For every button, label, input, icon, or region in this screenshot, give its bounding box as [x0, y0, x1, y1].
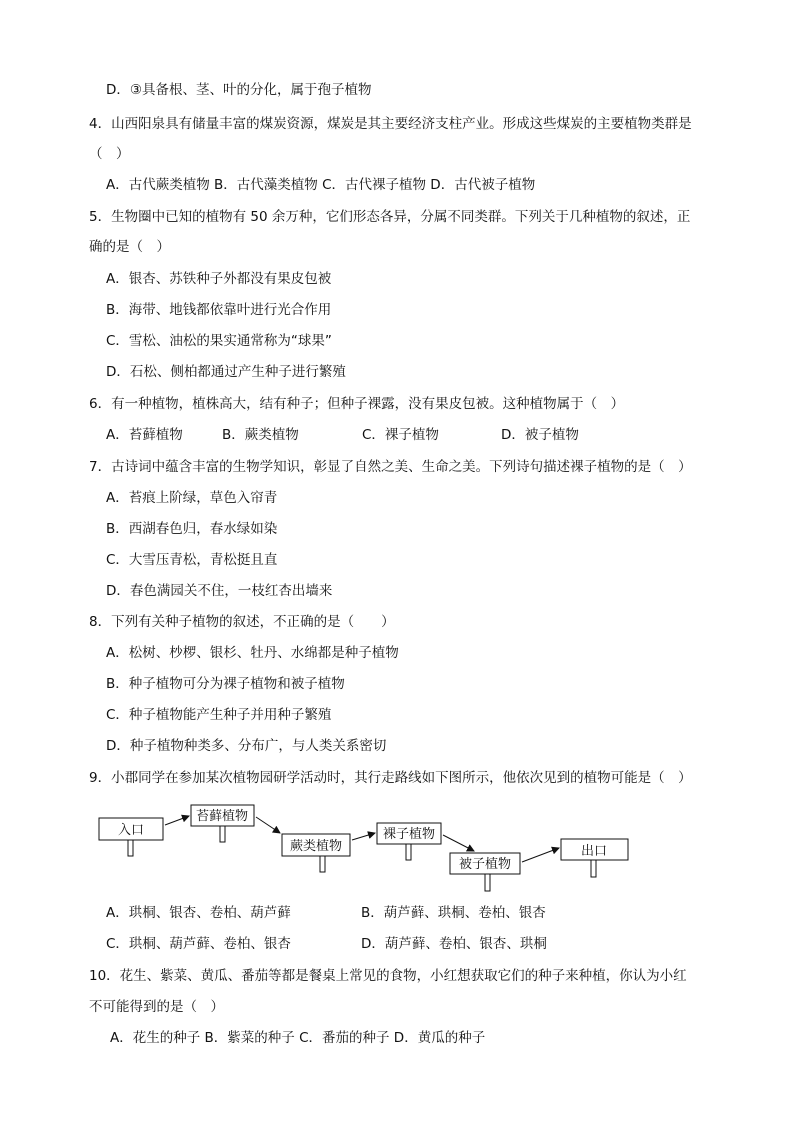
q6-stem: 6．有一种植物，植株高大，结有种子；但种子裸露，没有果皮包被。这种植物属于（ ） [89, 396, 625, 412]
q8-option-a: A．松树、杪椤、银杉、牡丹、水绵都是种子植物 [106, 645, 399, 661]
q8-stem: 8．下列有关种子植物的叙述，不正确的是（ ） [89, 614, 395, 630]
q7-option-c: C．大雪压青松，青松挺且直 [106, 552, 278, 568]
q10-stem-line1: 10．花生、紫菜、黄瓜、番茄等都是餐桌上常见的食物，小红想获取它们的种子来种植，你认为小红 [89, 968, 687, 984]
q9-stem: 9．小郡同学在参加某次植物园研学活动时，其行走路线如下图所示，他依次见到的植物可能是（ ） [89, 770, 692, 786]
entrance-label: 入口 [117, 823, 145, 838]
route-diagram [0, 795, 794, 905]
q9-option-c: C．珙桐、葫芦藓、卷柏、银杏 [106, 936, 291, 952]
q5-stem-line2: 确的是（ ） [89, 239, 170, 255]
q8-option-d: D．种子植物种类多、分布广，与人类关系密切 [106, 738, 387, 754]
q6-option-c: C．裸子植物 [362, 427, 439, 443]
q7-stem: 7．古诗词中蕴含丰富的生物学知识，彰显了自然之美、生命之美。下列诗句描述裸子植物的是（ ） [89, 459, 692, 475]
q5-option-c: C．雪松、油松的果实通常称为“球果” [106, 333, 332, 349]
q7-option-d: D．春色满园关不住，一枝红杏出墙来 [106, 583, 333, 599]
q6-option-a: A．苔藓植物 [106, 427, 183, 443]
q10-options: A．花生的种子 B．紫菜的种子 C．番茄的种子 D．黄瓜的种子 [110, 1030, 486, 1046]
q4-options: A．古代蕨类植物 B．古代藻类植物 C．古代裸子植物 D．古代被子植物 [106, 177, 536, 193]
moss-label: 苔藓植物 [195, 809, 249, 824]
q5-option-b: B．海带、地钱都依靠叶进行光合作用 [106, 302, 332, 318]
q7-option-b: B．西湖春色归，春水绿如染 [106, 521, 278, 537]
q5-option-d: D．石松、侧柏都通过产生种子进行繁殖 [106, 364, 346, 380]
gymnosperm-label: 裸子植物 [382, 827, 436, 842]
q4-stem-line1: 4．山西阳泉具有储量丰富的煤炭资源，煤炭是其主要经济支柱产业。形成这些煤炭的主要植物类群是 [89, 116, 692, 132]
q5-stem-line1: 5．生物圈中已知的植物有 50 余万种，它们形态各异，分属不同类群。下列关于几种植物的叙述，正 [89, 209, 691, 225]
exit-label: 出口 [580, 844, 608, 859]
q6-option-b: B．蕨类植物 [222, 427, 299, 443]
q10-stem-line2: 不可能得到的是（ ） [89, 999, 224, 1015]
q8-option-b: B．种子植物可分为裸子植物和被子植物 [106, 676, 345, 692]
q3-option-d: D．③具备根、茎、叶的分化，属于孢子植物 [106, 82, 372, 98]
fern-label: 蕨类植物 [289, 839, 343, 854]
q8-option-c: C．种子植物能产生种子并用种子繁殖 [106, 707, 332, 723]
q6-option-d: D．被子植物 [501, 427, 579, 443]
q9-option-d: D．葫芦藓、卷柏、银杏、珙桐 [361, 936, 547, 952]
q7-option-a: A．苔痕上阶绿，草色入帘青 [106, 490, 278, 506]
q9-option-a: A．珙桐、银杏、卷柏、葫芦藓 [106, 905, 291, 921]
q4-stem-line2: （ ） [89, 146, 130, 162]
q5-option-a: A．银杏、苏铁种子外都没有果皮包被 [106, 271, 332, 287]
angiosperm-label: 被子植物 [458, 857, 512, 872]
q9-option-b: B．葫芦藓、珙桐、卷柏、银杏 [361, 905, 546, 921]
